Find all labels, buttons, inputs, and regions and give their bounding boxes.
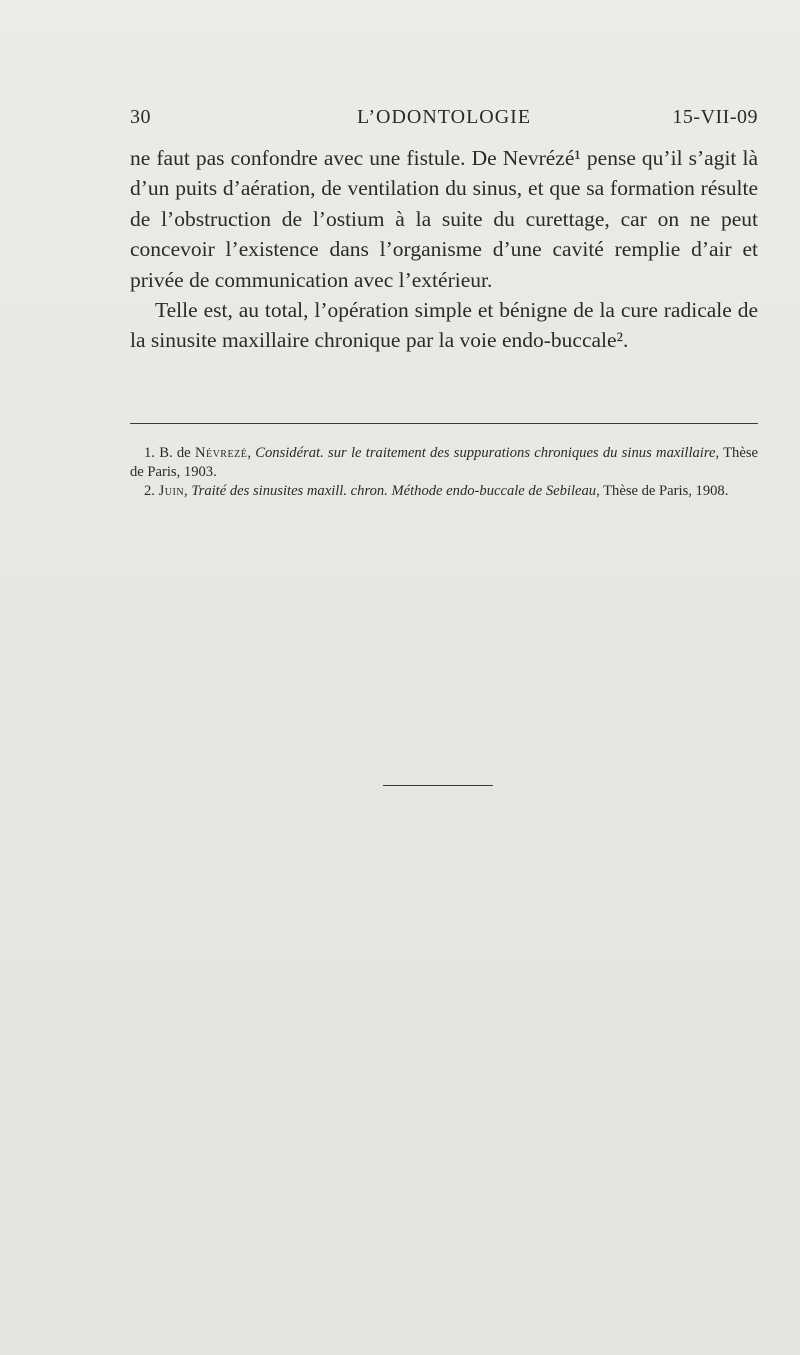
footnote-2-rest: , Thèse de Paris, 1908. [596, 483, 729, 499]
footnote-2-prefix: 2. [144, 483, 159, 499]
footnote-2-author: Juin [158, 483, 185, 499]
footnotes [130, 444, 758, 501]
body-text [130, 143, 758, 356]
page-number: 30 [130, 106, 151, 128]
footnote-2 [130, 482, 758, 501]
footnote-1 [130, 444, 758, 482]
footnote-1-sep: , [247, 445, 256, 461]
running-title: L’ODONTOLOGIE [356, 106, 532, 128]
section-end-rule [383, 785, 493, 786]
footnote-2-title: Traité des sinusites maxill. chron. Méthode endo-buccale de Sebileau [191, 483, 597, 499]
running-header [130, 106, 758, 136]
paragraph-2: Telle est, au total, l’opération simple et bénigne de la cure radicale de la sinusite maxillaire chronique par la voie endo-buccale². [130, 298, 758, 353]
issue-date: 15-VII-09 [672, 106, 758, 128]
footnote-1-rest: , Thèse de Paris, 1903. [130, 445, 758, 480]
paragraph-1: ne faut pas confondre avec une fistule. De Nevrézé¹ pense qu’il s’agit là d’un puits d’aération, de ventilation du sinus, et que sa formation résulte de l’obstruction de l’ostium à la suite du curettage, car on ne peut concevoir l’existence dans l’organisme d’une cavité remplie d’air et privée de communication avec l’extérieur. [130, 146, 758, 292]
footnote-separator [130, 423, 758, 424]
footnote-1-author: Névrezé [194, 445, 248, 461]
footnote-2-sep: , [184, 483, 192, 499]
footnote-1-prefix: 1. B. de [144, 445, 195, 461]
footnote-1-title: Considérat. sur le traitement des suppurations chroniques du sinus maxillaire [255, 445, 716, 461]
